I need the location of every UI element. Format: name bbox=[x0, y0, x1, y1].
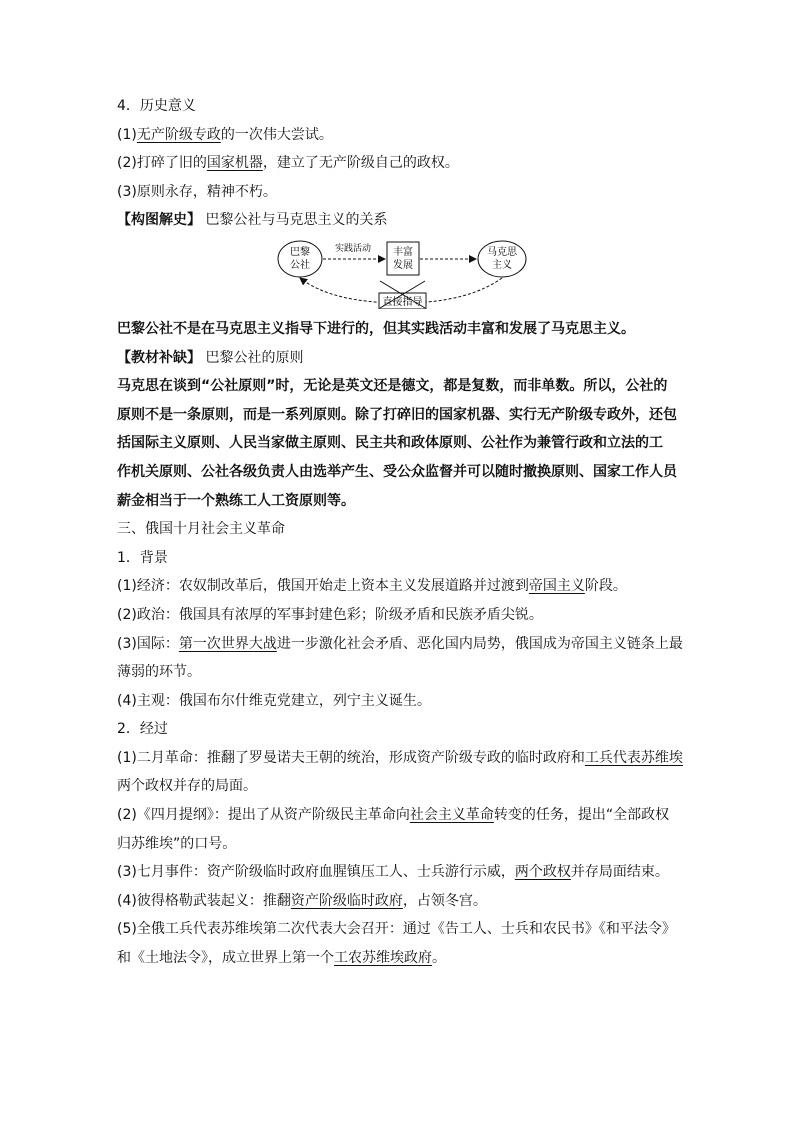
background-line bbox=[117, 601, 682, 630]
buque-line: 薪金相当于一个熟练工人工资原则等。 bbox=[117, 492, 355, 509]
item-text: (3)原则永存，精神不朽。 bbox=[117, 183, 277, 200]
item-text: 进一步激化社会矛盾、恶化国内局势，俄国成为帝国主义链条上最 bbox=[276, 635, 683, 652]
process-line bbox=[117, 830, 682, 859]
item-text: 。 bbox=[432, 950, 446, 967]
background-line bbox=[117, 687, 682, 716]
significance-item-3 bbox=[117, 178, 682, 207]
buque-title: 巴黎公社的原则 bbox=[205, 349, 304, 366]
process-list bbox=[117, 744, 682, 973]
underlined-term: 国家机器 bbox=[206, 155, 263, 172]
goutu-conclusion: 巴黎公社不是在马克思主义指导下进行的，但其实践活动丰富和发展了马克思主义。 bbox=[117, 320, 635, 337]
item-text: (3)七月事件：资产阶级临时政府血腥镇压工人、士兵游行示威， bbox=[117, 864, 515, 881]
underlined-term: 帝国主义 bbox=[528, 578, 585, 595]
item-text: (1) bbox=[117, 126, 137, 143]
item-text: 薄弱的环节。 bbox=[117, 664, 201, 681]
underlined-term: 社会主义革命 bbox=[409, 807, 494, 824]
practice-arrow-label: 实践活动 bbox=[334, 243, 372, 254]
relation-diagram-svg bbox=[117, 237, 682, 309]
underlined-term: 工兵代表苏维埃 bbox=[584, 749, 683, 766]
goutu-heading bbox=[117, 206, 682, 235]
item-text: 归苏维埃”的口号。 bbox=[117, 835, 237, 852]
item-text: 并存局面结束。 bbox=[570, 864, 669, 881]
item-text: (2)政治：俄国具有浓厚的军事封建色彩；阶级矛盾和民族矛盾尖锐。 bbox=[117, 606, 543, 623]
item-text: (4)主观：俄国布尔什维克党建立，列宁主义诞生。 bbox=[117, 692, 431, 709]
background-line bbox=[117, 572, 682, 601]
relation-diagram bbox=[117, 237, 682, 309]
significance-item-2 bbox=[117, 149, 682, 178]
buque-mark: 【教材补缺】 bbox=[117, 349, 201, 366]
underlined-term: 工农苏维埃政府 bbox=[334, 950, 432, 967]
item-text: ，占领冬宫。 bbox=[402, 892, 487, 909]
item-text: (1)二月革命：推翻了罗曼诺夫王朝的统治，形成资产阶级专政的临时政府和 bbox=[117, 749, 585, 766]
buque-line: 马克思在谈到“公社原则”时，无论是英文还是德文，都是复数，而非单数。所以，公社的 bbox=[117, 378, 668, 395]
process-line bbox=[117, 772, 682, 801]
item-text: 的一次伟大尝试。 bbox=[220, 126, 333, 143]
underlined-term: 资产阶级临时政府 bbox=[290, 892, 403, 909]
buque-line: 原则不是一条原则，而是一系列原则。除了打碎旧的国家机器、实行无产阶级专政外，还包 bbox=[117, 406, 677, 423]
section-3-title: 三、俄国十月社会主义革命 bbox=[117, 521, 285, 538]
item-text: (4)彼得格勒武装起义：推翻 bbox=[117, 892, 291, 909]
buque-line: 括国际主义原则、人民当家做主原则、民主共和政体原则、公社作为兼管行政和立法的工 bbox=[117, 435, 663, 452]
right-node-line1: 马克思 bbox=[487, 246, 517, 258]
left-node-line2: 公社 bbox=[290, 259, 310, 271]
item-text: (2)《四月提纲》：提出了从资产阶级民主革命向 bbox=[117, 807, 410, 824]
item-text: (3)国际： bbox=[117, 635, 179, 652]
item-text: (2)打碎了旧的 bbox=[117, 155, 207, 172]
background-list bbox=[117, 572, 682, 715]
buque-paragraph bbox=[117, 372, 682, 515]
background-title: 1．背景 bbox=[117, 549, 168, 566]
process-line bbox=[117, 915, 682, 944]
direct-guidance-label: 直接指导 bbox=[382, 296, 423, 308]
process-line bbox=[117, 744, 682, 773]
item-text: 和《土地法令》，成立世界上第一个 bbox=[117, 950, 334, 967]
item-text: 两个政权并存的局面。 bbox=[117, 778, 257, 795]
buque-heading bbox=[117, 344, 682, 373]
item-text: (1)经济：农奴制改革后，俄国开始走上资本主义发展道路并过渡到 bbox=[117, 578, 529, 595]
underlined-term: 第一次世界大战 bbox=[178, 635, 277, 652]
middle-node-line1: 丰富 bbox=[393, 246, 413, 258]
background-line bbox=[117, 658, 682, 687]
significance-item-1 bbox=[117, 121, 682, 150]
process-line bbox=[117, 944, 682, 973]
underlined-term: 无产阶级专政 bbox=[136, 126, 221, 143]
process-title: 2．经过 bbox=[117, 721, 168, 738]
process-line bbox=[117, 887, 682, 916]
item-text: 转变的任务，提出“全部政权 bbox=[493, 807, 670, 824]
left-node-line1: 巴黎 bbox=[290, 246, 310, 258]
item-text: 阶段。 bbox=[584, 578, 627, 595]
underlined-term: 两个政权 bbox=[514, 864, 571, 881]
goutu-mark: 【构图解史】 bbox=[117, 212, 201, 229]
section-4-title: 4．历史意义 bbox=[117, 98, 196, 114]
item-text: (5)全俄工兵代表苏维埃第二次代表大会召开：通过《告工人、士兵和农民书》《和平法令》 bbox=[117, 921, 676, 938]
goutu-title: 巴黎公社与马克思主义的关系 bbox=[205, 212, 388, 229]
process-line bbox=[117, 858, 682, 887]
buque-line: 作机关原则、公社各级负责人由选举产生、受公众监督并可以随时撤换原则、国家工作人员 bbox=[117, 463, 677, 480]
right-node-line2: 主义 bbox=[492, 259, 512, 271]
document-page bbox=[117, 92, 682, 973]
item-text: ，建立了无产阶级自己的政权。 bbox=[262, 155, 459, 172]
process-line bbox=[117, 801, 682, 830]
middle-node-line2: 发展 bbox=[393, 259, 413, 271]
background-line bbox=[117, 630, 682, 659]
